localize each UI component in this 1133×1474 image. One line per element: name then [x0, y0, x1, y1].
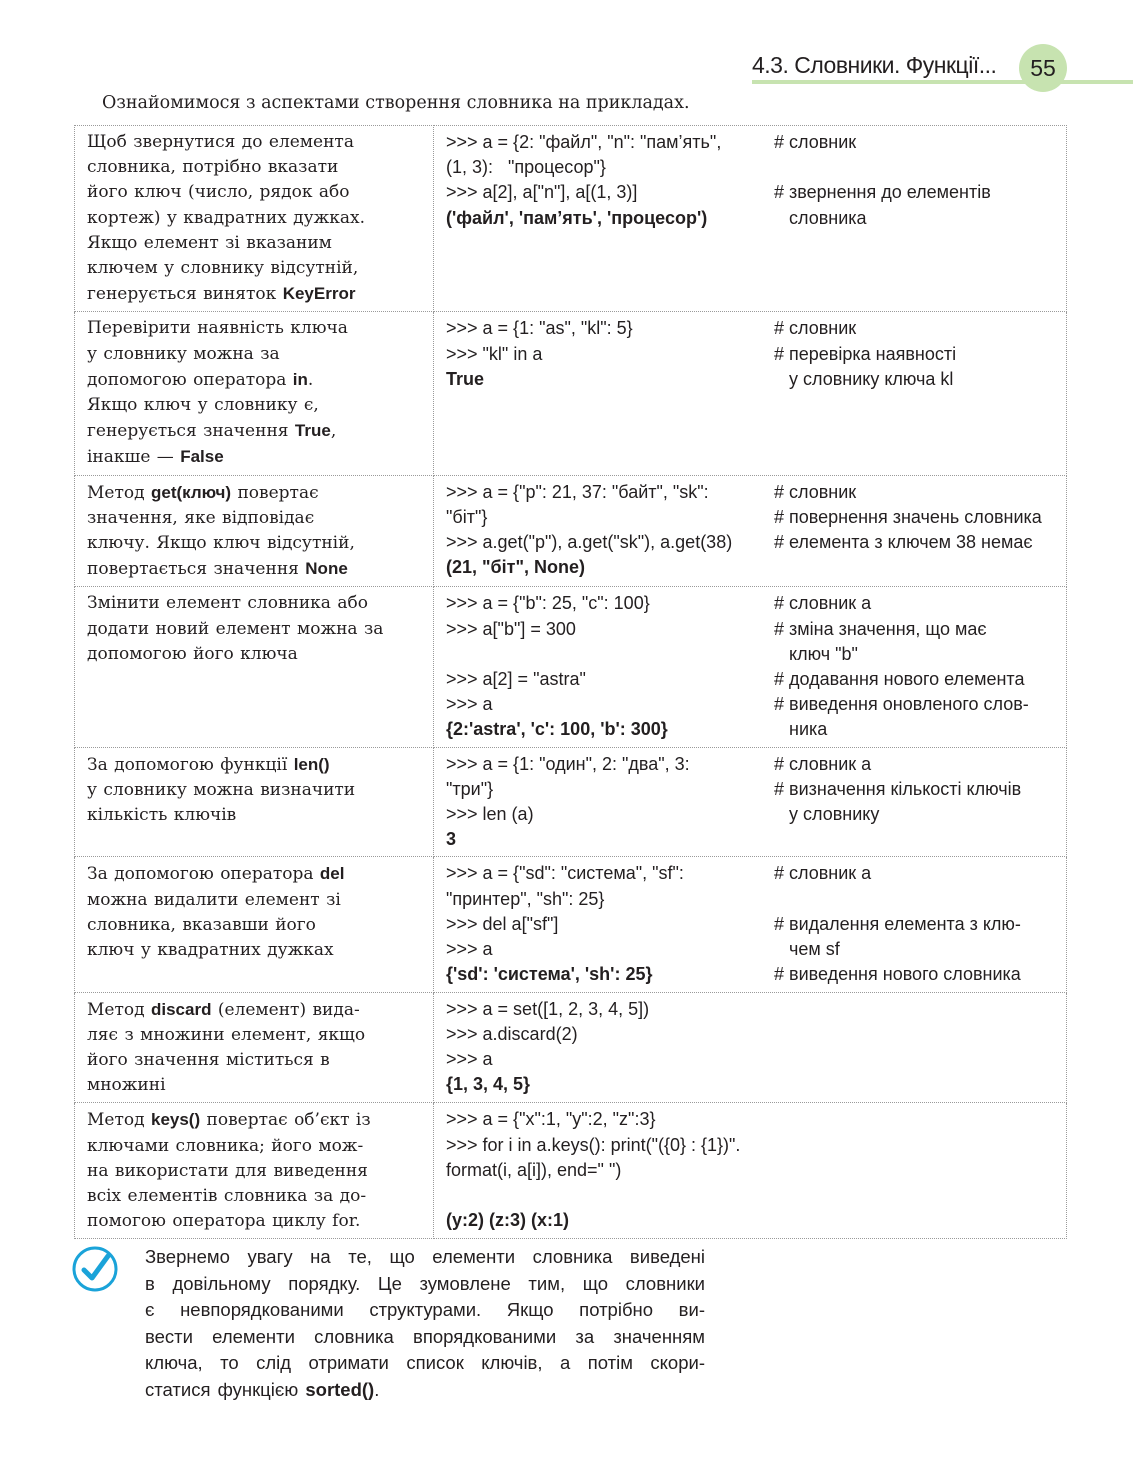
row-description: Метод get(ключ) повертає значення, яке відповідає ключу. Якщо ключ відсутній, повертається значення None [75, 475, 434, 587]
code-comment: # словник a [774, 593, 872, 614]
row-description: За допомогою оператора del можна видалити елемент зі словника, вказавши його ключ у квадратних дужках [75, 857, 434, 992]
intro-text: Ознайомимося з аспектами створення словника на прикладах. [102, 93, 690, 113]
row-code [434, 587, 1067, 747]
code-line [446, 717, 1060, 742]
code-text: >>> a["b"] = 300 [446, 618, 576, 639]
code-comment: # словник [774, 318, 857, 339]
row-description: Перевірити наявність ключа у словнику можна за допомогою оператора in. Якщо ключ у словнику є, генерується значення True, інакше — False [75, 312, 434, 475]
row-code [434, 857, 1067, 992]
code-text [446, 1183, 451, 1208]
code-line [446, 887, 1060, 912]
table-row [75, 475, 1067, 587]
code-text: >>> a = {1: "один", 2: "два", 3: [446, 753, 690, 774]
code-comment: словника [774, 207, 867, 228]
code-comment [774, 1072, 1060, 1097]
row-code [434, 992, 1067, 1103]
code-line [446, 1208, 1060, 1233]
code-line [446, 617, 1060, 642]
code-comment: # додавання нового елемента [774, 669, 1025, 690]
code-line [446, 912, 1060, 937]
row-description: Метод keys() повертає об’єкт із ключами словника; його мож- на використати для виведення всіх елементів словника за до- помогою оператора циклу for. [75, 1103, 434, 1239]
code-line [446, 962, 1060, 987]
keyword: discard [150, 999, 212, 1019]
code-comment: # словник [774, 481, 857, 502]
note-line: вести елементи словника впорядкованими за значенням [145, 1325, 705, 1347]
code-line [446, 642, 1060, 667]
row-description: За допомогою функції len() у словнику можна визначити кількість ключів [75, 747, 434, 857]
code-comment: # визначення кількості ключів [774, 778, 1022, 799]
keyword: None [305, 559, 348, 579]
code-result: True [446, 368, 485, 389]
chapter-title: 4.3. Словники. Функції... [752, 52, 997, 78]
code-comment: # словник a [774, 863, 872, 884]
row-code [434, 475, 1067, 587]
code-comment: # словник [774, 132, 857, 152]
code-comment: # звернення до елементів [774, 182, 991, 203]
code-comment: # елемента з ключем 38 немає [774, 532, 1033, 553]
row-description: Щоб звернутися до елемента словника, потрібно вказати його ключ (число, рядок або кортеж) у квадратних дужках. Якщо елемент зі вказаним ключем у словнику відсутній, генерується виняток KeyError [75, 126, 434, 312]
row-description: Змінити елемент словника або додати новий елемент можна за допомогою його ключа [75, 587, 434, 747]
code-comment: # видалення елемента з клю- [774, 913, 1021, 934]
code-line [446, 342, 1060, 367]
keyword: sorted() [305, 1378, 375, 1400]
code-line [446, 555, 1060, 580]
code-text: >>> a = {1: "as", "kl": 5} [446, 318, 633, 339]
table-row [75, 587, 1067, 747]
keyword: KeyError [282, 284, 356, 304]
note-line: ключа, то слід отримати список ключів, а потім скори- [145, 1352, 705, 1373]
code-text: >>> for i in a.keys(): print("({0} : {1})". [446, 1134, 741, 1155]
code-comment: ника [774, 719, 828, 740]
code-line [446, 667, 1060, 692]
code-text: >>> a = {"b": 25, "c": 100} [446, 593, 650, 614]
code-comment: ключ "b" [774, 643, 858, 664]
code-text: "три"} [446, 778, 494, 799]
code-comment: # виведення оновленого слов- [774, 694, 1029, 715]
code-line [446, 1022, 1060, 1047]
code-text: >>> a = {2: "файл", "n": "пам’ять", [446, 132, 722, 152]
code-line [446, 861, 1060, 886]
note-line: Звернемо увагу на те, що елементи словника виведені [145, 1246, 705, 1267]
code-line [446, 1107, 1060, 1132]
check-circle-icon [71, 1245, 119, 1293]
row-code [434, 312, 1067, 475]
keyword: False [180, 447, 224, 467]
table-row [75, 1103, 1067, 1239]
table-row [75, 992, 1067, 1103]
keyword: get(ключ) [150, 482, 232, 502]
code-line [446, 591, 1060, 616]
code-result: {2:'astra', 'c': 100, 'b': 300} [446, 719, 668, 740]
code-line [446, 130, 1060, 155]
code-text: (1, 3): "процесор"} [446, 157, 606, 178]
header-divider [752, 80, 1133, 84]
code-text: >>> a[2], a["n"], a[(1, 3)] [446, 182, 638, 203]
code-line [446, 180, 1060, 205]
code-line [446, 827, 1060, 852]
code-text: >>> a [446, 1048, 493, 1069]
code-line [446, 1133, 1060, 1158]
code-text: >>> len (a) [446, 804, 534, 825]
code-text: >>> a.discard(2) [446, 1023, 578, 1044]
table-row [75, 857, 1067, 992]
code-line [446, 692, 1060, 717]
code-line [446, 1183, 1060, 1208]
code-text: >>> a = {"p": 21, 37: "байт", "sk": [446, 481, 709, 502]
code-line [446, 367, 1060, 392]
code-comment [774, 1022, 1060, 1047]
code-line [446, 316, 1060, 341]
note-text [145, 1244, 705, 1403]
code-text: >>> a = {"sd": "система", "sf": [446, 863, 684, 884]
code-text: >>> a [446, 939, 493, 960]
code-text: >>> "kl" in a [446, 343, 543, 364]
row-code [434, 1103, 1067, 1239]
code-text: "біт"} [446, 506, 488, 527]
code-text: >>> del a["sf"] [446, 913, 559, 934]
code-comment [774, 887, 1060, 912]
code-text: >>> a[2] = "astra" [446, 669, 586, 690]
code-comment [774, 997, 1060, 1022]
table-row [75, 312, 1067, 475]
code-line [446, 206, 1060, 231]
code-comment: у словнику [774, 804, 880, 825]
note-line: в довільному порядку. Це зумовлене тим, що словники [145, 1272, 705, 1294]
table-row [75, 747, 1067, 857]
code-result: {1, 3, 4, 5} [446, 1074, 531, 1095]
page-number: 55 [1019, 44, 1067, 92]
code-line [446, 155, 1060, 180]
code-line [446, 777, 1060, 802]
code-result: ('файл', 'пам’ять', 'процесор') [446, 207, 708, 228]
code-comment [774, 555, 1060, 580]
code-comment [774, 1047, 1060, 1072]
code-line [446, 1072, 1060, 1097]
code-comment: # перевірка наявності [774, 343, 957, 364]
keyword: keys() [150, 1110, 201, 1130]
code-line [446, 802, 1060, 827]
code-comment: у словнику ключа kl [774, 368, 954, 389]
code-line [446, 997, 1060, 1022]
code-comment: # повернення значень словника [774, 506, 1042, 527]
code-text: >>> a.get("p"), a.get("sk"), a.get(38) [446, 532, 733, 553]
code-comment [774, 827, 1060, 852]
code-line [446, 505, 1060, 530]
code-text: "принтер", "sh": 25} [446, 888, 605, 909]
code-result: (21, "біт", None) [446, 557, 586, 578]
keyword: True [294, 421, 331, 441]
keyword: in [292, 369, 308, 389]
keyword: len() [293, 754, 330, 774]
code-comment: # словник a [774, 753, 872, 774]
code-text: >>> a = set([1, 2, 3, 4, 5]) [446, 998, 650, 1019]
code-text [446, 642, 774, 667]
code-line [446, 1158, 1060, 1183]
code-comment: # зміна значення, що має [774, 618, 987, 639]
note-line: є невпорядкованими структурами. Якщо потрібно ви- [145, 1299, 705, 1320]
code-line [446, 937, 1060, 962]
row-code [434, 126, 1067, 312]
code-comment: чем sf [774, 939, 840, 960]
code-result: (y:2) (z:3) (x:1) [446, 1210, 570, 1231]
row-description: Метод discard (елемент) вида- ляє з множини елемент, якщо його значення міститься в множині [75, 992, 434, 1103]
examples-table [74, 125, 1067, 1239]
code-text: >>> a [446, 694, 493, 715]
code-result: 3 [446, 829, 457, 850]
table-row [75, 126, 1067, 312]
code-line [446, 530, 1060, 555]
code-text: >>> a = {"x":1, "y":2, "z":3} [446, 1109, 656, 1130]
page-header [740, 44, 1133, 92]
keyword: del [319, 864, 345, 884]
code-text: format(i, a[i]), end=" ") [446, 1159, 622, 1180]
code-line [446, 480, 1060, 505]
note-line: статися функцією sorted(). [145, 1378, 380, 1400]
code-line [446, 1047, 1060, 1072]
row-code [434, 747, 1067, 857]
code-result: {'sd': 'система', 'sh': 25} [446, 964, 653, 985]
code-comment [774, 155, 1060, 180]
code-line [446, 752, 1060, 777]
code-comment: # виведення нового словника [774, 964, 1021, 985]
